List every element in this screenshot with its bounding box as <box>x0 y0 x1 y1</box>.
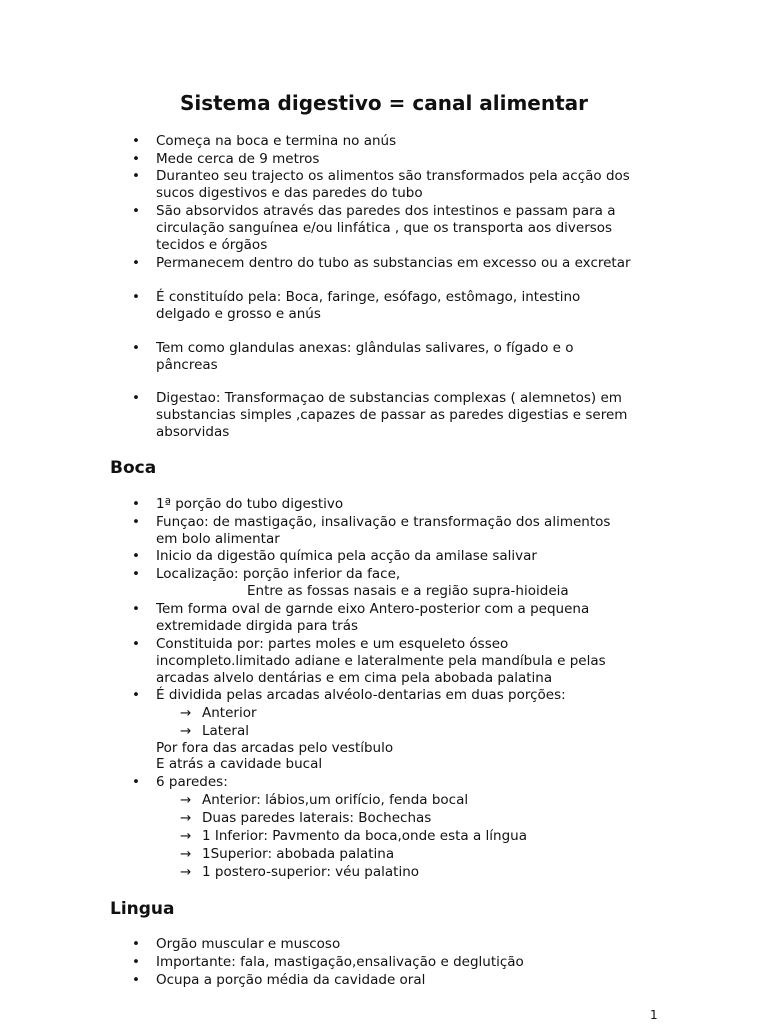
list-item: São absorvidos através das paredes dos intestinos e passam para a circulação sanguínea e/ou linfática , que os transporta aos diversos tecidos e órgãos <box>156 203 616 253</box>
bullet-icon: • <box>132 972 140 988</box>
bullet-icon: • <box>132 548 140 564</box>
list-item: Constituida por: partes moles e um esqueleto ósseo incompleto.limitado adiane e lateralmente pela mandíbula e pelas arcadas alvelo dentárias e em cima pela abobada palatina <box>156 636 606 686</box>
bullet-icon: • <box>132 636 140 652</box>
arrow-right-icon: → <box>180 828 192 844</box>
bullet-icon: • <box>132 203 140 219</box>
page-number: 1 <box>650 1008 658 1022</box>
bullet-icon: • <box>132 601 140 617</box>
page-title: Sistema digestivo = canal alimentar <box>179 91 589 115</box>
bullet-icon: • <box>132 496 140 512</box>
list-item: Mede cerca de 9 metros <box>156 151 320 167</box>
note-line: Por fora das arcadas pelo vestíbulo <box>156 740 394 756</box>
bullet-icon: • <box>132 566 140 582</box>
list-item: Tem forma oval de garnde eixo Antero-posterior com a pequena extremidade dirgida para trás <box>156 601 590 634</box>
bullet-icon: • <box>132 936 140 952</box>
sub-item: → Duas paredes laterais: Bochechas <box>180 810 432 826</box>
list-item: 6 paredes: <box>156 774 228 790</box>
sub-item: → Anterior: lábios,um orifício, fenda bocal <box>180 792 469 808</box>
sub-item: → Anterior <box>180 705 257 721</box>
bullet-icon: • <box>132 954 140 970</box>
bullet-icon: • <box>132 340 140 356</box>
list-item: Importante: fala, mastigação,ensalivação e deglutição <box>156 954 524 970</box>
list-item: Funçao: de mastigação, insalivação e transformação dos alimentos em bolo alimentar <box>156 514 611 547</box>
section-heading-lingua: Lingua <box>110 899 175 919</box>
list-item: Digestao: Transformaçao de substancias complexas ( alemnetos) em substancias simples ,capazes de passar as paredes digestias e serem absorvidas <box>156 390 628 440</box>
list-item: Ocupa a porção média da cavidade oral <box>156 972 426 988</box>
sub-item: → Lateral <box>180 723 249 739</box>
bullet-icon: • <box>132 514 140 530</box>
sub-item: → 1 Inferior: Pavmento da boca,onde esta a língua <box>180 828 527 844</box>
bullet-icon: • <box>132 168 140 184</box>
bullet-icon: • <box>132 289 140 305</box>
list-item: É dividida pelas arcadas alvéolo-dentarias em duas porções: <box>156 687 566 703</box>
arrow-right-icon: → <box>180 705 192 721</box>
list-item: Começa na boca e termina no anús <box>156 133 397 149</box>
arrow-right-icon: → <box>180 864 192 880</box>
list-item: Tem como glandulas anexas: glândulas salivares, o fígado e o pâncreas <box>156 340 574 373</box>
note-line: E atrás a cavidade bucal <box>156 756 323 772</box>
list-item: Localização: porção inferior da face, Entre as fossas nasais e a região supra-hioideia <box>156 566 569 599</box>
section-heading-boca: Boca <box>110 458 157 478</box>
list-item: 1ª porção do tubo digestivo <box>156 496 344 512</box>
bullet-icon: • <box>132 774 140 790</box>
bullet-icon: • <box>132 255 140 271</box>
list-item: Orgão muscular e muscoso <box>156 936 341 952</box>
list-item: Inicio da digestão química pela acção da amilase salivar <box>156 548 537 564</box>
list-item: Duranteo seu trajecto os alimentos são transformados pela acção dos sucos digestivos e das paredes do tubo <box>156 168 630 201</box>
arrow-right-icon: → <box>180 810 192 826</box>
list-item: É constituído pela: Boca, faringe, esófago, estômago, intestino delgado e grosso e anús <box>156 289 581 322</box>
arrow-right-icon: → <box>180 846 192 862</box>
bullet-icon: • <box>132 687 140 703</box>
arrow-right-icon: → <box>180 723 192 739</box>
bullet-icon: • <box>132 133 140 149</box>
arrow-right-icon: → <box>180 792 192 808</box>
sub-item: → 1 postero-superior: véu palatino <box>180 864 420 880</box>
sub-item: → 1Superior: abobada palatina <box>180 846 395 862</box>
bullet-icon: • <box>132 390 140 406</box>
list-item: Permanecem dentro do tubo as substancias em excesso ou a excretar <box>156 255 631 271</box>
bullet-icon: • <box>132 151 140 167</box>
